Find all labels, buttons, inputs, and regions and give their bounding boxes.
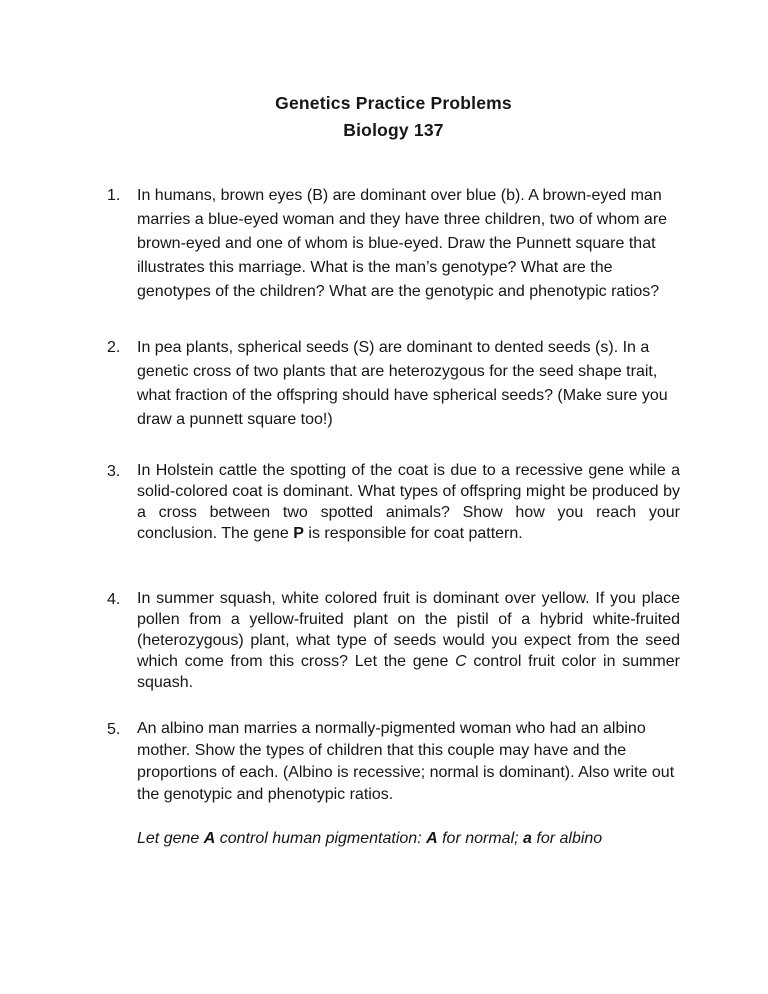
problem-1-text: In humans, brown eyes (B) are dominant over blue (b). A brown-eyed man marries a blue-eyed woman and they have three children, two of whom are brown-eyed and one of whom is blue-eyed. Draw the Punnett square that illustrates this marriage. What is the man’s genotype? What are the genotypes of the children? What are the genotypic and phenotypic ratios? [137, 187, 668, 300]
gene-symbol-A-1: A [203, 830, 216, 847]
problem-4-body [137, 588, 680, 693]
problem-4-text-before: In summer squash, white colored fruit is dominant over yellow. If you place pollen from a yellow-fruited plant on the pistil of a hybrid white-fruited (heterozygous) plant, what type of seeds would you expect from the seed which come from this cross? Let the gene [137, 590, 680, 670]
problem-3-body [137, 460, 680, 544]
problem-1-body [137, 184, 680, 304]
problem-2-body [137, 336, 680, 432]
title-block [107, 90, 680, 144]
problem-4-text [137, 588, 680, 693]
note-segment-2: control human pigmentation: [215, 830, 427, 847]
note-segment-1: Let gene [137, 830, 204, 847]
problem-5-gene-note [137, 828, 680, 850]
problem-4-number: 4. [107, 591, 121, 608]
problem-3-text-after: is responsible for coat pattern. [303, 525, 523, 542]
note-segment-4: for albino [531, 830, 603, 847]
problem-4-text-after: control fruit color in summer squash. [137, 653, 680, 691]
problem-5-body [137, 718, 680, 850]
problem-4 [107, 588, 680, 693]
document-title: Genetics Practice Problems [275, 93, 512, 113]
gene-symbol-a: a [523, 830, 532, 847]
problem-5-number: 5. [107, 721, 121, 738]
problem-5-text: An albino man marries a normally-pigmented woman who had an albino mother. Show the types of children that this couple may have and the proportions of each. (Albino is recessive; normal is dominant). Also write out the genotypic and phenotypic ratios. [137, 720, 675, 803]
problem-2-number: 2. [107, 339, 121, 356]
problem-1-number: 1. [107, 187, 121, 204]
document-subtitle: Biology 137 [343, 120, 444, 140]
problem-1 [107, 184, 680, 304]
problem-3-text [137, 460, 680, 544]
problem-5 [107, 718, 680, 850]
gene-symbol-P: P [293, 525, 304, 542]
problem-3-number: 3. [107, 463, 121, 480]
problem-2-text: In pea plants, spherical seeds (S) are dominant to dented seeds (s). In a genetic cross of two plants that are heterozygous for the seed shape trait, what fraction of the offspring should have spherical seeds? (Make sure you draw a punnett square too!) [137, 339, 668, 428]
problem-3 [107, 460, 680, 544]
gene-symbol-A-2: A [426, 830, 438, 847]
problem-3-text-before: In Holstein cattle the spotting of the coat is due to a recessive gene while a solid-colored coat is dominant. What types of offspring might be produced by a cross between two spotted animals? Show how you reach your conclusion. The gene [137, 462, 680, 542]
note-segment-3: for normal; [437, 830, 524, 847]
problem-2 [107, 336, 680, 432]
gene-symbol-C: C [455, 653, 467, 670]
